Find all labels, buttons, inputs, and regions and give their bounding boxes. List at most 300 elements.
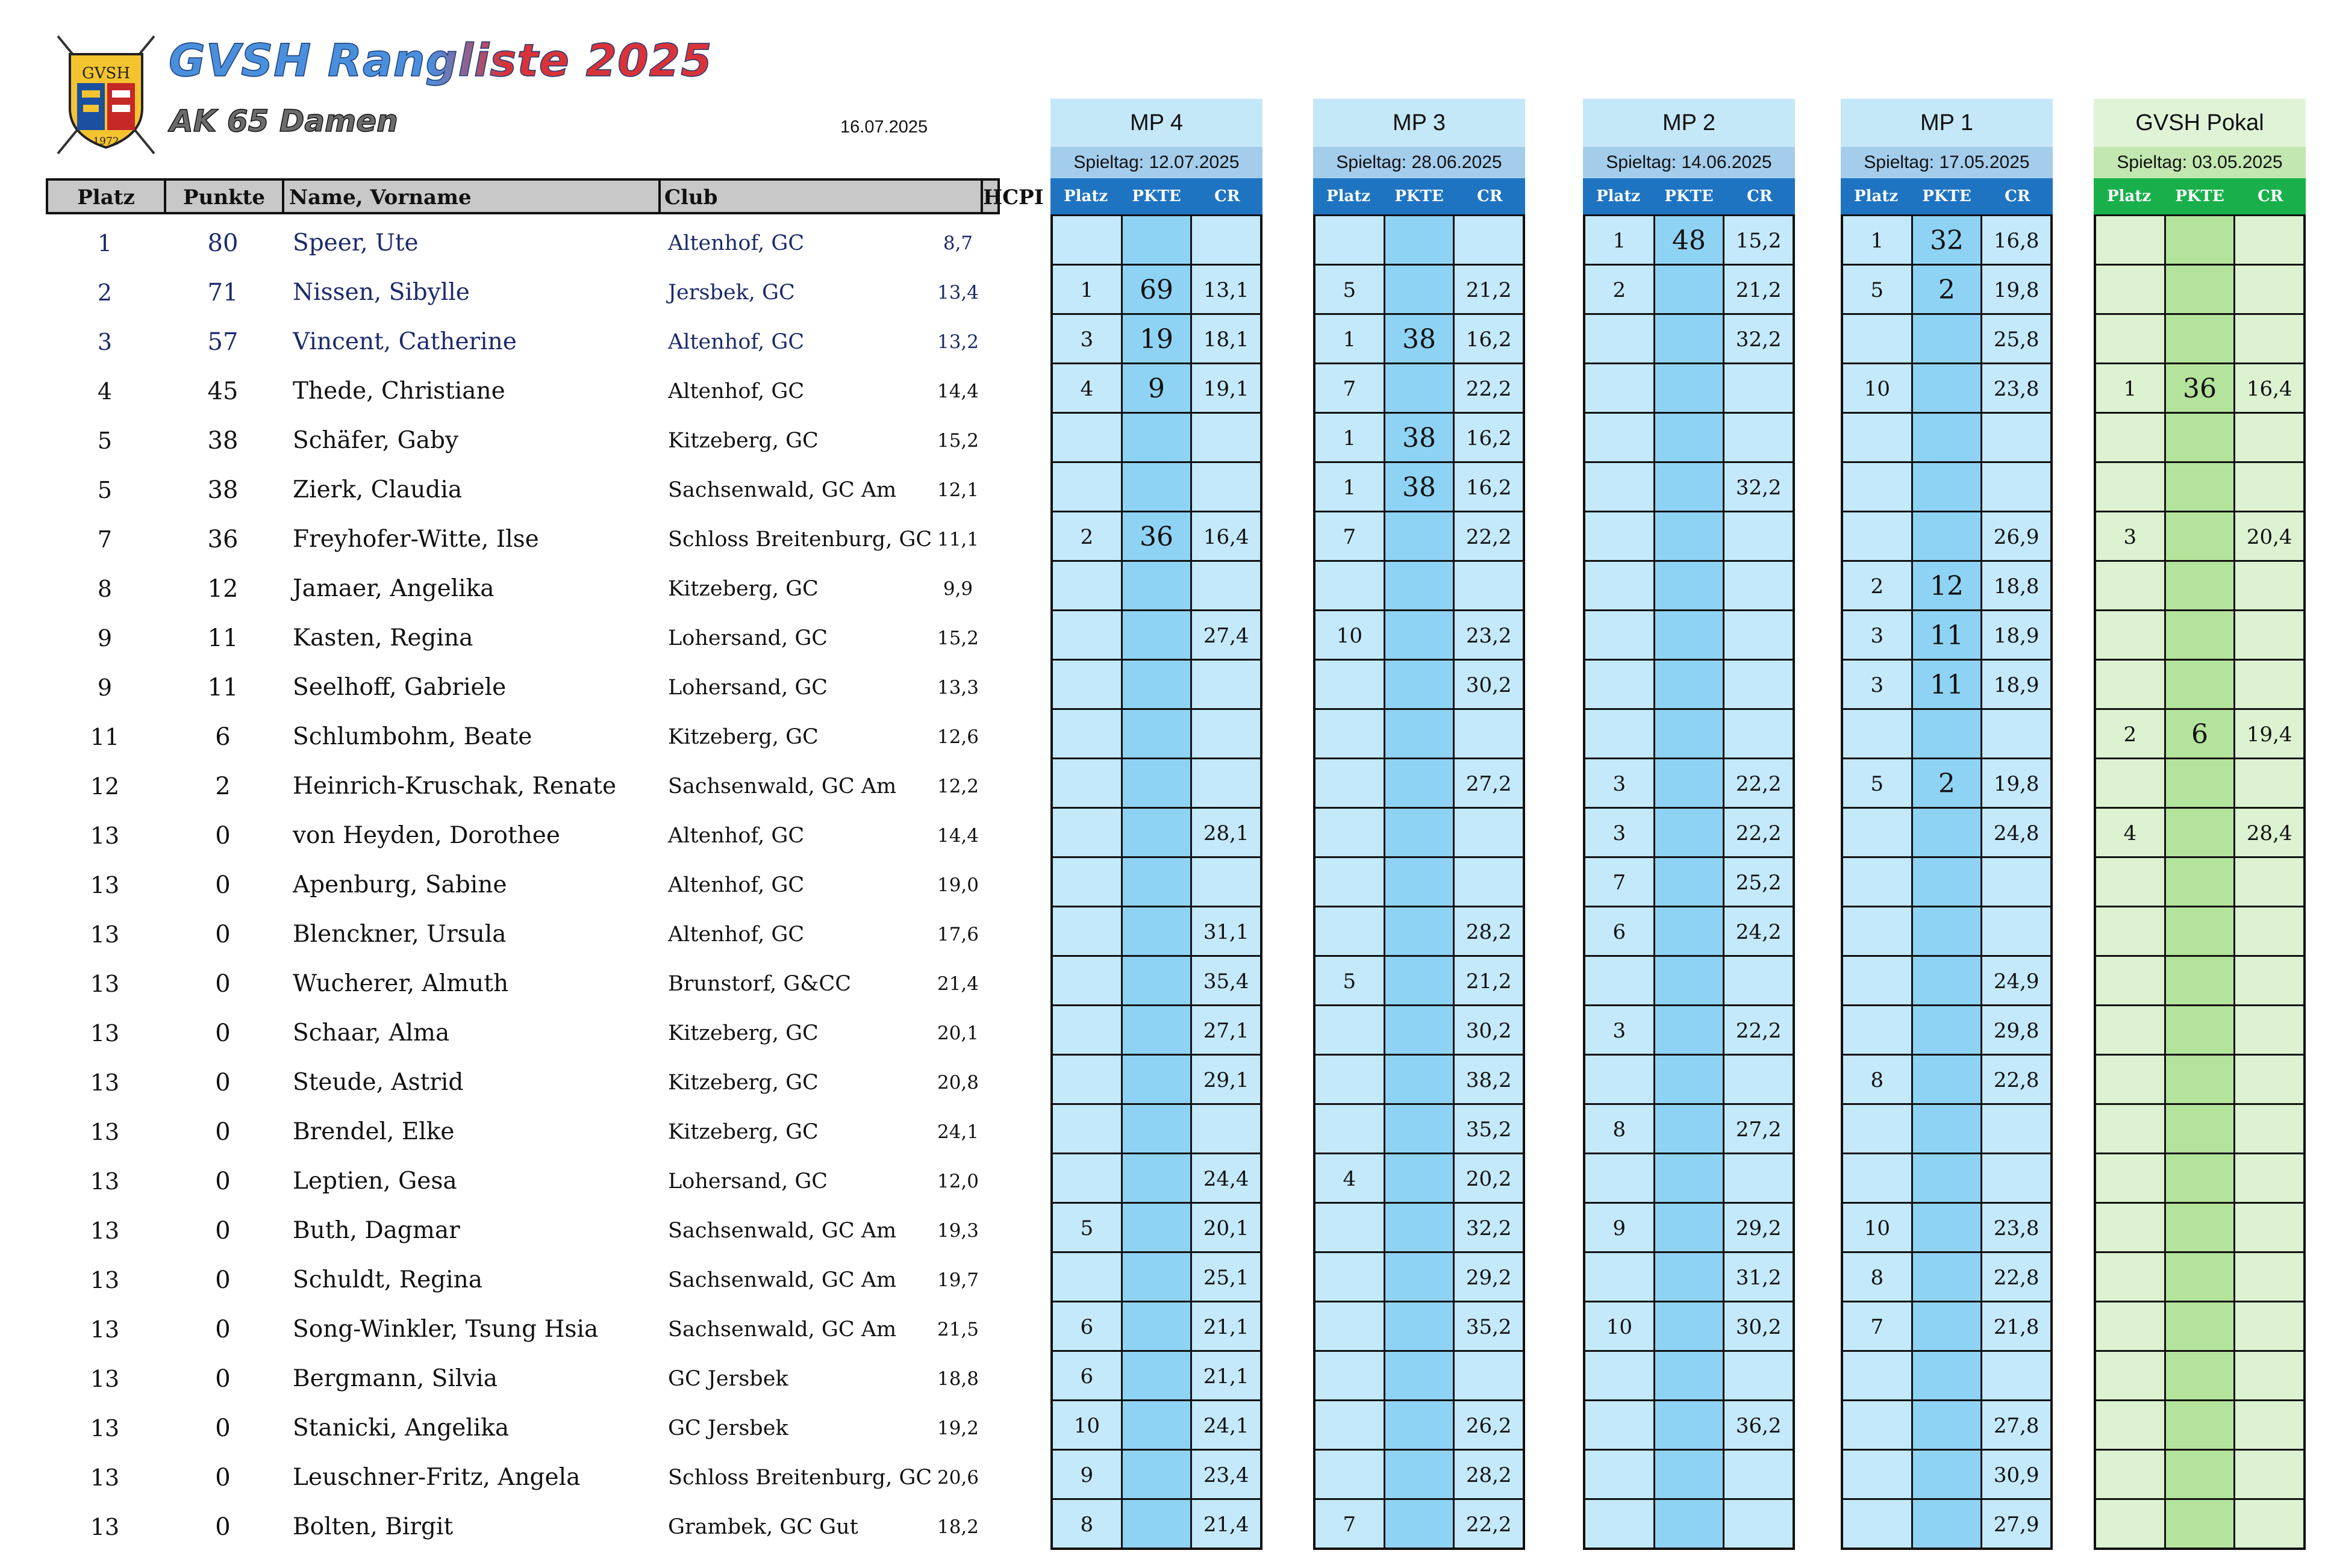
event-col-header: Platz — [1596, 187, 1641, 205]
event-cr-cell — [1455, 1352, 1523, 1399]
club-cell: Altenhof, GC — [668, 330, 805, 354]
event-row — [2096, 1202, 2303, 1251]
event-points-cell — [1913, 1056, 1983, 1103]
event-title: MP 3 — [1313, 99, 1525, 147]
event-row — [1053, 758, 1260, 807]
event-platz-cell — [1053, 1006, 1123, 1054]
event-platz-cell — [1315, 1401, 1385, 1449]
event-cr-cell — [1982, 710, 2050, 758]
event-points-cell — [1655, 661, 1725, 708]
event-cr-cell: 18,9 — [1982, 611, 2050, 659]
event-points-cell — [1913, 315, 1983, 362]
event-points-cell — [1385, 266, 1455, 313]
event-platz-cell: 9 — [1053, 1451, 1123, 1498]
event-platz-cell: 2 — [1585, 266, 1655, 313]
points-cell: 0 — [215, 1365, 231, 1393]
event-cr-cell — [2235, 858, 2303, 906]
page-title: GVSH Rangliste 2025 — [169, 35, 713, 87]
event-cr-cell — [1192, 562, 1260, 609]
event-row — [1053, 1350, 1260, 1399]
event-row — [2096, 1054, 2303, 1103]
event-cr-cell: 25,8 — [1982, 315, 2050, 362]
event-cr-cell — [1192, 216, 1260, 264]
event-row — [1843, 659, 2050, 708]
event-cr-cell: 18,8 — [1982, 562, 2050, 609]
event-row — [2096, 264, 2303, 313]
points-cell: 0 — [215, 822, 231, 850]
event-platz-cell — [2096, 661, 2166, 708]
event-platz-cell: 7 — [1315, 364, 1385, 412]
event-platz-cell: 10 — [1585, 1302, 1655, 1350]
event-cr-cell — [2235, 1401, 2303, 1449]
event-row — [1053, 560, 1260, 609]
club-cell: Kitzeberg, GC — [668, 429, 819, 453]
event-row — [1843, 412, 2050, 461]
event-points-cell — [1385, 858, 1455, 906]
event-points-cell — [1655, 1401, 1725, 1449]
event-row — [1315, 412, 1523, 461]
name-cell: Schlumbohm, Beate — [293, 723, 532, 750]
event-row — [1585, 1251, 1793, 1301]
event-platz-cell — [1585, 414, 1655, 461]
event-row — [1053, 1202, 1260, 1251]
event-row — [2096, 1498, 2303, 1548]
event-row — [1843, 214, 2050, 264]
name-cell: Leuschner-Fritz, Angela — [293, 1464, 581, 1491]
event-platz-cell: 10 — [1315, 611, 1385, 659]
event-block — [1583, 99, 1795, 1550]
name-cell: Apenburg, Sabine — [293, 871, 507, 898]
event-platz-cell: 7 — [1315, 512, 1385, 560]
event-points-cell: 11 — [1913, 611, 1983, 659]
event-platz-cell — [2096, 1154, 2166, 1202]
event-points-cell: 36 — [2166, 364, 2236, 412]
event-points-cell — [1913, 1006, 1983, 1054]
event-row — [1053, 856, 1260, 906]
event-row — [1315, 1103, 1523, 1153]
event-platz-cell — [1315, 1105, 1385, 1153]
event-points-cell — [2166, 1006, 2236, 1054]
event-cr-cell: 20,4 — [2235, 512, 2303, 560]
event-row — [1843, 906, 2050, 955]
event-row — [1315, 214, 1523, 264]
name-cell: Wucherer, Almuth — [293, 970, 509, 997]
event-points-cell: 19 — [1123, 315, 1193, 362]
event-points-cell — [1123, 1401, 1193, 1449]
event-platz-cell — [1843, 512, 1913, 560]
event-cr-cell: 38,2 — [1455, 1056, 1523, 1103]
event-row — [1585, 511, 1793, 560]
event-row — [1053, 1399, 1260, 1449]
hcpi-cell: 13,4 — [937, 282, 979, 303]
event-cr-cell — [1982, 1105, 2050, 1153]
event-cr-cell — [1724, 364, 1793, 412]
rank-cell: 12 — [90, 773, 120, 800]
event-points-cell — [1123, 858, 1193, 906]
ranking-row — [46, 513, 1000, 562]
event-title: MP 1 — [1841, 99, 2053, 147]
event-platz-cell — [1315, 907, 1385, 955]
event-cr-cell — [1724, 562, 1793, 609]
event-points-cell — [1913, 809, 1983, 856]
event-row — [1585, 758, 1793, 807]
event-points-cell — [1655, 1352, 1725, 1399]
event-cr-cell — [1724, 414, 1793, 461]
page-subtitle: AK 65 Damen — [170, 104, 398, 138]
col-header-hcpi: HCPI — [983, 185, 1044, 210]
event-grid — [2094, 214, 2306, 1550]
event-row — [1843, 807, 2050, 856]
ranking-row — [46, 217, 1000, 266]
event-platz-cell — [1315, 1253, 1385, 1301]
event-platz-cell — [1585, 957, 1655, 1004]
event-platz-cell — [1315, 1056, 1385, 1103]
name-cell: Stanicki, Angelika — [293, 1414, 510, 1442]
event-row — [1843, 511, 2050, 560]
event-points-cell — [1385, 562, 1455, 609]
event-row — [1843, 1399, 2050, 1449]
event-points-cell — [1385, 907, 1455, 955]
event-cr-cell: 27,4 — [1192, 611, 1260, 659]
event-platz-cell — [1585, 611, 1655, 659]
event-points-cell — [1123, 216, 1193, 264]
event-points-cell — [1385, 809, 1455, 856]
hcpi-cell: 12,1 — [937, 479, 979, 501]
event-row — [1585, 955, 1793, 1004]
event-cr-cell: 29,2 — [1455, 1253, 1523, 1301]
event-cr-cell — [2235, 907, 2303, 955]
event-points-cell: 32 — [1913, 216, 1983, 264]
event-points-cell — [1123, 1500, 1193, 1548]
club-cell: Kitzeberg, GC — [668, 1071, 819, 1095]
hcpi-cell: 21,5 — [937, 1319, 979, 1340]
event-row — [1315, 1054, 1523, 1103]
event-platz-cell: 10 — [1053, 1401, 1123, 1449]
event-points-cell — [1913, 1154, 1983, 1202]
event-points-cell — [1913, 364, 1983, 412]
event-cr-cell — [1982, 463, 2050, 511]
event-points-cell — [1123, 1253, 1193, 1301]
event-cr-cell — [1724, 1056, 1793, 1103]
event-points-cell — [1655, 1302, 1725, 1350]
event-points-cell — [1913, 512, 1983, 560]
event-row — [1053, 1251, 1260, 1301]
event-cr-cell: 29,1 — [1192, 1056, 1260, 1103]
event-points-cell — [1655, 414, 1725, 461]
event-cr-cell — [2235, 1105, 2303, 1153]
hcpi-cell: 19,7 — [937, 1269, 979, 1291]
event-cr-cell — [2235, 1154, 2303, 1202]
event-points-cell: 38 — [1385, 463, 1455, 511]
rank-cell: 13 — [90, 1267, 120, 1293]
col-header-club: Club — [661, 181, 983, 212]
event-points-cell — [2166, 809, 2236, 856]
col-header-punkte: Punkte — [166, 181, 284, 212]
event-platz-cell: 5 — [1843, 266, 1913, 313]
event-title: MP 2 — [1583, 99, 1795, 147]
event-platz-cell — [1315, 858, 1385, 906]
event-row — [1053, 1153, 1260, 1202]
event-points-cell — [1123, 1006, 1193, 1054]
event-cr-cell — [1455, 216, 1523, 264]
event-platz-cell — [1843, 1401, 1913, 1449]
event-row — [1585, 609, 1793, 659]
ranking-row — [46, 1352, 1000, 1402]
rank-cell: 11 — [90, 724, 120, 750]
event-cr-cell: 16,4 — [1192, 512, 1260, 560]
rank-cell: 9 — [97, 625, 113, 652]
event-points-cell — [1655, 512, 1725, 560]
event-row — [1053, 214, 1260, 264]
event-points-cell — [2166, 512, 2236, 560]
hcpi-cell: 14,4 — [937, 825, 979, 847]
hcpi-cell: 15,2 — [937, 430, 979, 452]
event-points-cell — [1385, 1451, 1455, 1498]
hcpi-cell: 19,3 — [937, 1220, 979, 1242]
event-platz-cell: 6 — [1585, 907, 1655, 955]
event-cr-cell — [2235, 1006, 2303, 1054]
event-col-header: CR — [1747, 187, 1773, 205]
rank-cell: 13 — [90, 1069, 120, 1096]
event-points-cell — [1913, 1500, 1983, 1548]
event-platz-cell: 7 — [1315, 1500, 1385, 1548]
event-platz-cell: 3 — [1843, 661, 1913, 708]
event-platz-cell — [1843, 1500, 1913, 1548]
event-cr-cell — [1724, 710, 1793, 758]
event-platz-cell — [1585, 512, 1655, 560]
event-row — [1053, 659, 1260, 708]
event-points-cell — [2166, 1154, 2236, 1202]
event-col-header: Platz — [2107, 187, 2152, 205]
event-cr-cell: 27,2 — [1724, 1105, 1793, 1153]
event-points-cell — [2166, 858, 2236, 906]
event-points-cell — [1655, 1204, 1725, 1251]
event-cr-cell: 30,2 — [1455, 1006, 1523, 1054]
event-platz-cell — [1315, 1006, 1385, 1054]
event-cr-cell: 30,2 — [1724, 1302, 1793, 1350]
ranking-row — [46, 760, 1000, 809]
event-cr-cell: 20,1 — [1192, 1204, 1260, 1251]
ranking-row — [46, 365, 1000, 414]
event-row — [2096, 807, 2303, 856]
event-column-headers — [1313, 178, 1525, 214]
event-platz-cell — [2096, 1302, 2166, 1350]
event-points-cell — [1123, 1056, 1193, 1103]
event-row — [1843, 955, 2050, 1004]
hcpi-cell: 17,6 — [937, 924, 979, 945]
event-col-header: PKTE — [1922, 187, 1971, 205]
event-points-cell — [1655, 907, 1725, 955]
event-block — [1841, 99, 2053, 1550]
event-row — [1315, 1350, 1523, 1399]
event-date: Spieltag: 17.05.2025 — [1841, 147, 2053, 178]
event-points-cell — [1123, 1302, 1193, 1350]
event-points-cell — [2166, 1451, 2236, 1498]
event-row — [2096, 1399, 2303, 1449]
event-platz-cell: 5 — [1315, 957, 1385, 1004]
event-row — [1585, 708, 1793, 758]
event-row — [1843, 1054, 2050, 1103]
club-cell: Kitzeberg, GC — [668, 1021, 819, 1045]
event-platz-cell — [1053, 611, 1123, 659]
event-platz-cell — [1843, 463, 1913, 511]
event-platz-cell: 1 — [1315, 463, 1385, 511]
event-grid — [1583, 214, 1795, 1550]
event-platz-cell — [1585, 710, 1655, 758]
event-points-cell — [1385, 1154, 1455, 1202]
event-cr-cell: 26,2 — [1455, 1401, 1523, 1449]
event-cr-cell — [2235, 463, 2303, 511]
club-cell: Altenhof, GC — [668, 231, 805, 255]
ranking-row — [46, 612, 1000, 661]
club-cell: Sachsenwald, GC Am — [668, 1318, 897, 1342]
event-row — [1053, 412, 1260, 461]
hcpi-cell: 20,1 — [937, 1022, 979, 1044]
event-platz-cell — [1843, 809, 1913, 856]
event-cr-cell: 28,1 — [1192, 809, 1260, 856]
event-row — [1053, 1054, 1260, 1103]
event-cr-cell: 19,8 — [1982, 759, 2050, 807]
points-cell: 71 — [207, 279, 239, 306]
points-cell: 80 — [207, 229, 239, 257]
event-row — [1053, 1449, 1260, 1498]
rank-cell: 13 — [90, 1366, 120, 1392]
event-platz-cell: 5 — [1053, 1204, 1123, 1251]
event-row — [1585, 1202, 1793, 1251]
ranking-row — [46, 1451, 1000, 1501]
club-cell: Lohersand, GC — [668, 676, 828, 700]
event-row — [1585, 461, 1793, 511]
event-grid — [1841, 214, 2053, 1550]
event-points-cell: 11 — [1913, 661, 1983, 708]
event-cr-cell: 35,2 — [1455, 1105, 1523, 1153]
event-row — [1053, 362, 1260, 412]
rank-cell: 13 — [90, 1168, 120, 1195]
event-cr-cell: 24,4 — [1192, 1154, 1260, 1202]
event-row — [1053, 1498, 1260, 1548]
hcpi-cell: 13,3 — [937, 677, 979, 698]
event-row — [2096, 1350, 2303, 1399]
event-cr-cell — [2235, 1056, 2303, 1103]
event-row — [1585, 362, 1793, 412]
ranking-row — [46, 316, 1000, 365]
event-row — [1315, 1449, 1523, 1498]
event-cr-cell: 22,2 — [1724, 759, 1793, 807]
event-row — [1585, 1004, 1793, 1054]
event-platz-cell — [1585, 661, 1655, 708]
event-points-cell — [1913, 1253, 1983, 1301]
hcpi-cell: 14,4 — [937, 381, 979, 402]
event-cr-cell: 18,1 — [1192, 315, 1260, 362]
event-points-cell — [2166, 907, 2236, 955]
name-cell: Seelhoff, Gabriele — [293, 674, 507, 701]
event-row — [2096, 1301, 2303, 1350]
rank-cell: 13 — [90, 1464, 120, 1491]
event-points-cell — [1385, 1204, 1455, 1251]
event-points-cell — [2166, 414, 2236, 461]
points-cell: 0 — [215, 1316, 231, 1343]
event-row — [2096, 313, 2303, 362]
event-points-cell: 48 — [1655, 216, 1725, 264]
event-platz-cell: 1 — [1843, 216, 1913, 264]
club-cell: Kitzeberg, GC — [668, 577, 819, 601]
event-platz-cell — [1053, 463, 1123, 511]
event-row — [1315, 1301, 1523, 1350]
event-platz-cell — [1585, 1500, 1655, 1548]
event-cr-cell: 32,2 — [1455, 1204, 1523, 1251]
event-platz-cell: 7 — [1843, 1302, 1913, 1350]
event-row — [2096, 412, 2303, 461]
event-platz-cell — [1053, 759, 1123, 807]
event-cr-cell — [1192, 1105, 1260, 1153]
event-points-cell — [2166, 562, 2236, 609]
event-row — [1843, 708, 2050, 758]
event-platz-cell — [2096, 1056, 2166, 1103]
event-cr-cell: 21,4 — [1192, 1500, 1260, 1548]
name-cell: Jamaer, Angelika — [293, 575, 495, 602]
event-row — [1315, 758, 1523, 807]
event-platz-cell — [1843, 414, 1913, 461]
event-cr-cell — [1982, 858, 2050, 906]
event-points-cell — [2166, 1302, 2236, 1350]
event-date: Spieltag: 28.06.2025 — [1313, 147, 1525, 178]
event-platz-cell: 3 — [2096, 512, 2166, 560]
event-cr-cell — [2235, 611, 2303, 659]
event-row — [1315, 1251, 1523, 1301]
event-platz-cell: 7 — [1585, 858, 1655, 906]
points-cell: 0 — [215, 871, 231, 899]
event-row — [1053, 264, 1260, 313]
event-points-cell: 38 — [1385, 315, 1455, 362]
event-cr-cell: 28,2 — [1455, 907, 1523, 955]
event-points-cell — [1123, 463, 1193, 511]
club-cell: Altenhof, GC — [668, 873, 805, 897]
event-points-cell — [1385, 1105, 1455, 1153]
name-cell: Heinrich-Kruschak, Renate — [293, 773, 617, 800]
event-platz-cell — [2096, 1253, 2166, 1301]
event-cr-cell: 22,8 — [1982, 1056, 2050, 1103]
rank-cell: 3 — [97, 329, 113, 355]
event-title: MP 4 — [1050, 99, 1262, 147]
event-points-cell — [1385, 1253, 1455, 1301]
event-column-headers — [1841, 178, 2053, 214]
event-cr-cell: 28,4 — [2235, 809, 2303, 856]
event-date: Spieltag: 03.05.2025 — [2094, 147, 2306, 178]
event-cr-cell — [1724, 1500, 1793, 1548]
hcpi-cell: 18,2 — [937, 1516, 979, 1538]
event-platz-cell — [1585, 1401, 1655, 1449]
event-platz-cell: 1 — [1053, 266, 1123, 313]
event-platz-cell — [2096, 1105, 2166, 1153]
event-platz-cell — [2096, 759, 2166, 807]
event-cr-cell: 32,2 — [1724, 463, 1793, 511]
points-cell: 0 — [215, 1464, 231, 1492]
event-points-cell — [1385, 1401, 1455, 1449]
ranking-row — [46, 1501, 1000, 1550]
event-points-cell — [1913, 414, 1983, 461]
event-platz-cell — [1843, 315, 1913, 362]
event-points-cell — [1913, 1302, 1983, 1350]
event-points-cell — [2166, 1352, 2236, 1399]
ranking-row — [46, 908, 1000, 957]
event-platz-cell — [1843, 1105, 1913, 1153]
points-cell: 0 — [215, 1217, 231, 1245]
club-cell: Kitzeberg, GC — [668, 725, 819, 749]
event-points-cell — [1655, 1500, 1725, 1548]
event-platz-cell — [1843, 907, 1913, 955]
event-points-cell — [1123, 1204, 1193, 1251]
event-points-cell — [2166, 957, 2236, 1004]
